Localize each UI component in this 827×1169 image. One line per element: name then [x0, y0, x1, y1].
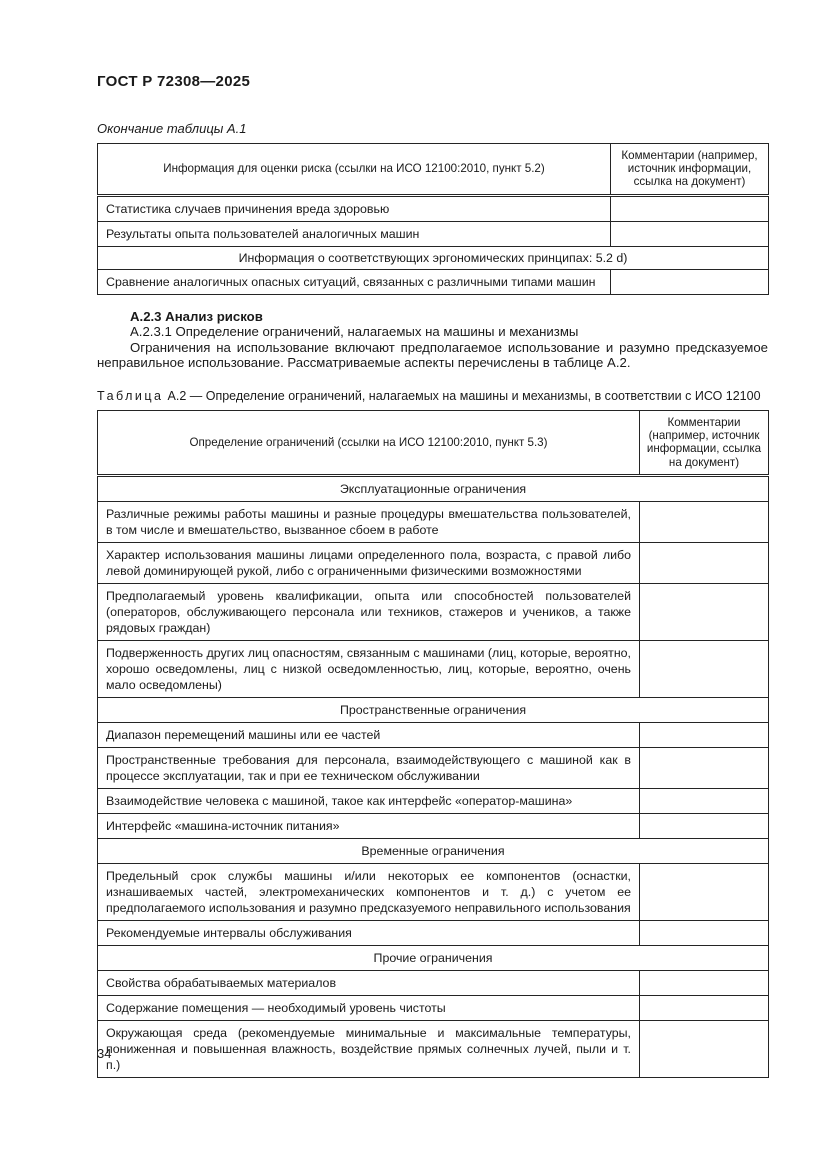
table-a2-caption	[97, 389, 768, 403]
column-header: Определение ограничений (ссылки на ИСО 12100:2010, пункт 5.3)	[98, 410, 640, 475]
table-row	[98, 863, 769, 920]
table-row	[98, 838, 769, 863]
section-subheading-a231: А.2.3.1 Определение ограничений, налагаемых на машины и механизмы	[130, 324, 579, 340]
table-row	[98, 542, 769, 583]
page-number: 34	[97, 1046, 112, 1061]
table-row	[98, 501, 769, 542]
table-row	[98, 195, 769, 221]
criterion-cell: Рекомендуемые интервалы обслуживания	[98, 920, 640, 945]
table-row	[98, 995, 769, 1020]
criterion-cell: Свойства обрабатываемых материалов	[98, 970, 640, 995]
table-row	[98, 221, 769, 246]
table-a1	[97, 143, 769, 295]
criterion-cell: Интерфейс «машина-источник питания»	[98, 813, 640, 838]
comment-cell	[611, 221, 769, 246]
comment-cell	[611, 269, 769, 294]
table-a1-body	[98, 195, 769, 294]
criterion-cell: Результаты опыта пользователей аналогичных машин	[98, 221, 611, 246]
section-row-label: Временные ограничения	[98, 838, 769, 863]
comment-cell	[640, 813, 769, 838]
comment-cell	[640, 747, 769, 788]
section-heading-a23: А.2.3 Анализ рисков	[130, 308, 263, 324]
section-row-label: Прочие ограничения	[98, 945, 769, 970]
table-a1-header-row	[98, 144, 769, 196]
criterion-cell: Статистика случаев причинения вреда здоровью	[98, 195, 611, 221]
criterion-cell: Окружающая среда (рекомендуемые минимальные и максимальные температуры, пониженная и повышенная влажность, воздействие прямых солнечных лучей, пыли и т. п.)	[98, 1020, 640, 1077]
comment-cell	[640, 863, 769, 920]
table-a1-continuation-label: Окончание таблицы А.1	[97, 121, 247, 136]
table-row	[98, 970, 769, 995]
column-header: Комментарии (например, источник информации, ссылка на документ)	[640, 410, 769, 475]
comment-cell	[640, 542, 769, 583]
table-row	[98, 722, 769, 747]
criterion-cell: Пространственные требования для персонала, взаимодействующего с машиной как в процессе эксплуатации, так и при ее техническом обслуживании	[98, 747, 640, 788]
criterion-cell: Взаимодействие человека с машиной, такое как интерфейс «оператор-машина»	[98, 788, 640, 813]
comment-cell	[640, 722, 769, 747]
table-row	[98, 475, 769, 501]
table-row	[98, 813, 769, 838]
comment-cell	[640, 501, 769, 542]
table-row	[98, 920, 769, 945]
column-header: Информация для оценки риска (ссылки на ИСО 12100:2010, пункт 5.2)	[98, 144, 611, 196]
table-row	[98, 697, 769, 722]
comment-cell	[640, 995, 769, 1020]
document-header-title: ГОСТ Р 72308—2025	[97, 73, 251, 90]
table-a2-header-row	[98, 410, 769, 475]
table-row	[98, 640, 769, 697]
comment-cell	[640, 970, 769, 995]
body-paragraph: Ограничения на использование включают предполагаемое использование и разумно предсказуемое неправильное использование. Рассматриваемые аспекты перечислены в таблице А.2.	[97, 339, 768, 371]
criterion-cell: Различные режимы работы машины и разные процедуры вмешательства пользователей, в том числе и вмешательство, вызванное сбоем в работе	[98, 501, 640, 542]
table-row	[98, 269, 769, 294]
comment-cell	[640, 788, 769, 813]
table-a2-caption-text: А.2 — Определение ограничений, налагаемых на машины и механизмы, в соответствии с ИСО 12100	[167, 388, 761, 403]
section-row-label: Пространственные ограничения	[98, 697, 769, 722]
criterion-cell: Предполагаемый уровень квалификации, опыта или способностей пользователей (операторов, обслуживающего персонала или техников, стажеров и учеников, а также рядовых граждан)	[98, 583, 640, 640]
criterion-cell: Диапазон перемещений машины или ее частей	[98, 722, 640, 747]
criterion-cell: Предельный срок службы машины и/или некоторых ее компонентов (оснастки, изнашиваемых частей, электромеханических компонентов и т. д.) с учетом ее предполагаемого использования и разумно предсказуемого неправильного использования	[98, 863, 640, 920]
comment-cell	[640, 1020, 769, 1077]
section-row-label: Эксплуатационные ограничения	[98, 475, 769, 501]
table-row	[98, 1020, 769, 1077]
table-row	[98, 747, 769, 788]
criterion-cell: Подверженность других лиц опасностям, связанным с машинами (лиц, которые, вероятно, хорошо осведомлены, лиц с низкой осведомленностью, лиц, которые, вероятно, очень мало осведомлены)	[98, 640, 640, 697]
table-a2-body	[98, 475, 769, 1077]
spanning-cell: Информация о соответствующих эргономических принципах: 5.2 d)	[98, 246, 769, 269]
table-a2	[97, 410, 769, 1078]
comment-cell	[640, 583, 769, 640]
table-row	[98, 583, 769, 640]
table-row	[98, 246, 769, 269]
table-a2-caption-word: Таблица	[97, 388, 164, 403]
criterion-cell: Сравнение аналогичных опасных ситуаций, связанных с различными типами машин	[98, 269, 611, 294]
criterion-cell: Содержание помещения — необходимый уровень чистоты	[98, 995, 640, 1020]
column-header: Комментарии (например, источник информации, ссылка на документ)	[611, 144, 769, 196]
table-row	[98, 945, 769, 970]
criterion-cell: Характер использования машины лицами определенного пола, возраста, с правой либо левой доминирующей рукой, либо с ограниченными физическими возможностями	[98, 542, 640, 583]
comment-cell	[640, 640, 769, 697]
comment-cell	[611, 195, 769, 221]
table-row	[98, 788, 769, 813]
comment-cell	[640, 920, 769, 945]
